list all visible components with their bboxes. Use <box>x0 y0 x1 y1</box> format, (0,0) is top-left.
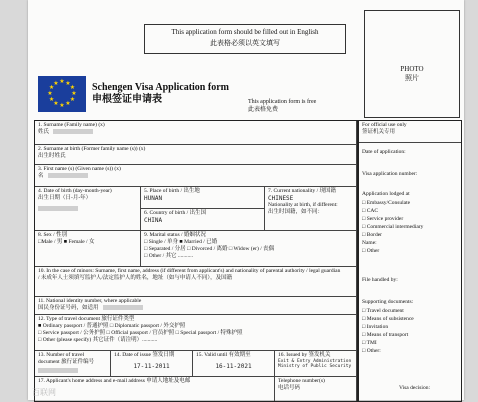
first-name-label-zh: 名 <box>38 173 44 179</box>
notice-chinese-text: 此表格必须以英文填写 <box>210 39 280 47</box>
field-dob[interactable] <box>35 187 141 231</box>
issued-by-label: 16. Issued by 签发机关 <box>278 352 331 358</box>
valid-until-label: 15. Valid until 有效期至 <box>196 352 251 358</box>
cob-label: 6. Country of birth / 出生国 <box>144 210 207 216</box>
valid-until-value: 16-11-2021 <box>215 363 252 370</box>
address-label: 17. Applicant's home address and e-mail address 申请人地址及电邮 <box>38 378 191 384</box>
minors-label-zh: / 未成年人士须填写监护人/法定监护人的姓名，地址（如与申请人不同），及国籍 <box>38 275 233 281</box>
photo-box <box>364 10 460 118</box>
watermark-text: 百联网 <box>32 388 56 397</box>
flag-star-icon: ★ <box>47 91 53 97</box>
marital-options-2: □ Separated / 分居 □ Divorced / 离婚 □ Widow (er) / 丧偶 <box>144 246 275 252</box>
field-valid-until[interactable] <box>193 351 275 377</box>
field-travel-doc-type[interactable] <box>35 315 357 351</box>
official-use-column <box>358 120 462 402</box>
free-notice <box>248 98 316 114</box>
official-option: □ TMI <box>362 340 377 346</box>
official-option: □ Border <box>362 232 382 238</box>
field-sex[interactable] <box>35 231 141 267</box>
marital-label: 9. Marital status / 婚姻状况 <box>144 232 206 238</box>
flag-star-icon: ★ <box>69 97 76 103</box>
telephone-label: Telephone number(s) <box>278 378 325 384</box>
flag-star-icon: ★ <box>59 103 65 109</box>
flag-star-icon: ★ <box>53 80 59 87</box>
form-title <box>92 82 229 106</box>
official-option: □ Other: <box>362 348 381 354</box>
redacted-value <box>53 129 93 134</box>
field-home-address[interactable] <box>35 377 275 401</box>
official-option: □ Other <box>362 248 380 254</box>
application-number-label: Visa application number: <box>362 171 418 177</box>
supporting-docs-options <box>362 307 414 355</box>
free-notice-zh: 此表格免费 <box>248 107 279 113</box>
supporting-docs-label: Supporting documents: <box>362 299 414 305</box>
flag-star-icon: ★ <box>48 97 55 103</box>
official-option: □ Service provider <box>362 216 404 222</box>
doc-type-options-1: ■ Ordinary passport / 普通护照 □ Diplomatic passport / 外交护照 <box>38 323 186 329</box>
telephone-label-zh: 电话号码 <box>278 385 301 391</box>
doc-number-label: 13. Number of travel document 旅行证件编号 <box>38 352 95 365</box>
nationality-birth-label: Nationality at birth, if different: <box>268 202 338 208</box>
field-place-of-birth[interactable] <box>141 187 265 209</box>
flag-star-icon: ★ <box>59 79 65 85</box>
official-option: □ Means of subsistence <box>362 316 414 322</box>
lodged-at-options <box>362 199 423 255</box>
birth-surname-label: 2. Surname at birth (Former family name (s)) (x) <box>38 146 146 152</box>
official-option: □ CAC <box>362 208 379 214</box>
official-option: □ Embassy/Consulate <box>362 200 411 206</box>
pob-label: 5. Place of birth / 出生地 <box>144 188 200 194</box>
issue-date-value: 17-11-2011 <box>133 363 170 370</box>
official-option: □ Travel document <box>362 308 404 314</box>
application-date-label: Date of application: <box>362 149 406 155</box>
doc-type-options-3: □ Other (please specify) 其它证件（请注明）........... <box>38 337 158 343</box>
official-use-title: For official use only <box>362 122 407 128</box>
official-option: □ Means of transport <box>362 332 409 338</box>
issue-date-label: 14. Date of issue 签发日期 <box>114 352 175 358</box>
main-form-grid <box>34 120 358 402</box>
redacted-value <box>38 206 78 211</box>
dob-label: 4. Date of birth (day-month-year) <box>38 188 112 194</box>
nationality-value: CHINESE <box>268 195 294 202</box>
marital-options-1: □ Single / 单身 ■ Married / 已婚 <box>144 239 218 245</box>
field-minors-guardian[interactable] <box>35 267 357 297</box>
official-option: □ Invitation <box>362 324 389 330</box>
field-nationality[interactable] <box>265 187 357 231</box>
surname-label-zh: 姓氏 <box>38 129 50 135</box>
dob-label-zh: 出生日期（日-月-年） <box>38 195 92 201</box>
flag-star-icon: ★ <box>65 101 71 108</box>
photo-label: PHOTO <box>400 65 424 73</box>
eu-flag-icon <box>38 76 86 112</box>
official-use-header <box>359 121 461 143</box>
field-birth-surname[interactable] <box>35 145 357 165</box>
field-national-id[interactable] <box>35 297 357 315</box>
field-issued-by[interactable] <box>275 351 357 377</box>
nationality-label: 7. Current nationality / 现国籍 <box>268 188 336 194</box>
application-form-page <box>28 0 464 400</box>
photo-label-zh: 照片 <box>405 74 419 82</box>
marital-options-3: □ Other / 其它 ........... <box>144 253 193 259</box>
form-title-en: Schengen Visa Application form <box>92 82 229 93</box>
flag-star-icon: ★ <box>71 91 77 97</box>
pob-value: HUNAN <box>144 195 163 202</box>
birth-surname-label-zh: 出生时姓氏 <box>38 153 66 159</box>
doc-type-label: 12. Type of travel document 旅行证件类型 <box>38 316 135 322</box>
sex-label: 8. Sex / 性别 <box>38 232 68 238</box>
flag-star-icon: ★ <box>69 85 76 91</box>
national-id-label-zh: 国民身份证号码，如适用 <box>38 305 99 311</box>
visa-decision-label: Visa decision: <box>399 385 430 391</box>
flag-star-icon: ★ <box>65 80 71 87</box>
field-country-of-birth[interactable] <box>141 209 265 231</box>
doc-type-options-2: □ Service passport / 公务护照 □ Official passport / 官员护照 □ Special passport / 特殊护照 <box>38 330 243 336</box>
sex-options: □Male / 男 ■ Female / 女 <box>38 239 95 245</box>
first-name-label: 3. First name (s) (Given name (s)) (x) <box>38 166 121 172</box>
flag-star-icon: ★ <box>48 85 55 91</box>
field-telephone[interactable] <box>275 377 357 401</box>
minors-label: 10. In the case of minors: Surname, first name, address (if different from applicant's) and nationality of parental authority / legal guardian <box>38 268 341 274</box>
field-date-of-issue[interactable] <box>111 351 193 377</box>
redacted-value <box>48 173 88 178</box>
notice-english-text: This application form should be filled out in English <box>171 28 319 36</box>
english-notice-box <box>144 24 346 54</box>
redacted-value <box>38 368 78 373</box>
official-option: □ Commercial intermediary <box>362 224 424 230</box>
field-marital-status[interactable] <box>141 231 357 267</box>
issued-by-value: Exit & Entry Administration Ministry of Public Security <box>278 359 352 369</box>
official-use-title-zh: 签证机关专用 <box>362 129 396 135</box>
cob-value: CHINA <box>144 217 163 224</box>
field-surname[interactable] <box>35 121 357 145</box>
lodged-at-label: Application lodged at <box>362 191 410 197</box>
nationality-birth-label-zh: 出生时国籍，如不同： <box>268 209 324 215</box>
surname-label: 1. Surname (Family name) (x) <box>38 122 105 128</box>
form-title-zh: 申根签证申请表 <box>92 94 162 105</box>
field-doc-number[interactable] <box>35 351 111 377</box>
national-id-label: 11. National identity number, where applicable <box>38 298 142 304</box>
official-option: Name: <box>362 240 377 246</box>
file-handled-by-label: File handled by: <box>362 277 398 283</box>
free-notice-en: This application form is free <box>248 99 317 105</box>
redacted-value <box>103 305 143 310</box>
flag-star-icon: ★ <box>53 101 59 108</box>
field-first-name[interactable] <box>35 165 357 187</box>
